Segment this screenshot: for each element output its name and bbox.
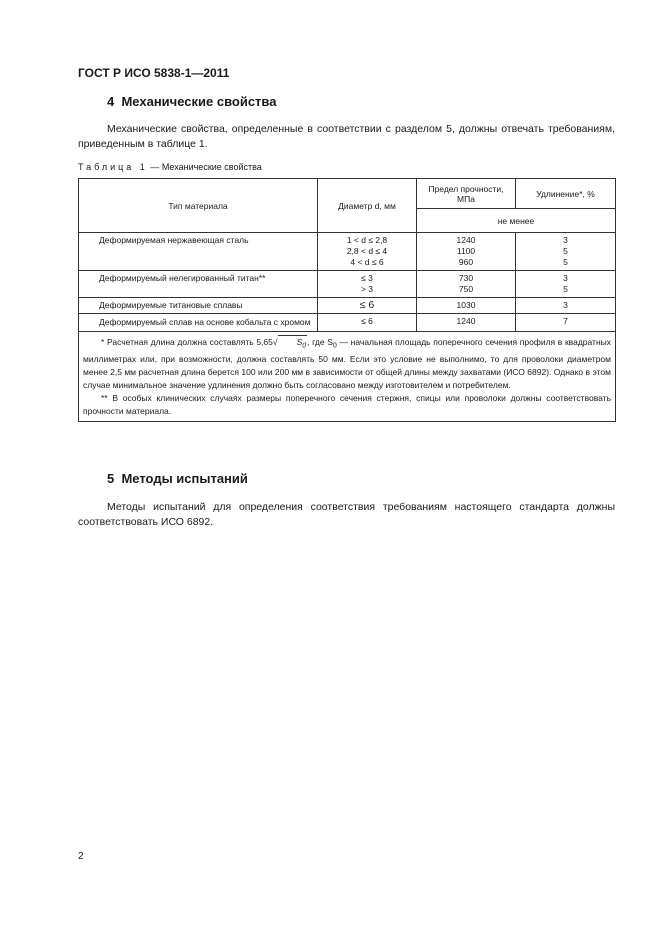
row-3-diameter: ≤ 6 [318,298,417,314]
area-symbol: S [296,337,303,347]
row-3-elongation: 3 [516,298,616,314]
row-3-type: Деформируемые титановые сплавы [79,298,318,314]
row-4-strength: 1240 [417,314,516,332]
footnote-1-rest: — начальная площадь поперечного сечения профиля в квадратных миллиметрах или, при возможности, должна составлять 50 мм. Если это условие не выполнимо, то для проволоки диаметром менее 2,5 мм расчетная длина берется 100 или 200 мм в зависимости от общей длины между захватами (ИСО 6892). Однако в этом случае минимальное значение удлинения должно быть согласовано между изготовителем и потребителем. [83,337,612,390]
diameter-value: 1 < d ≤ 2,8 [346,235,388,245]
strength-value: 730 [458,273,474,283]
table-row [79,233,616,271]
footnote-2: ** В особых клинических случаях размеры поперечного сечения стержня, спицы или проволоки должны соответствовать прочности материала. [83,392,611,416]
elongation-value: 3 [563,235,568,245]
row-1-strength [417,233,516,271]
diameter-value: > 3 [360,284,374,294]
table-row [79,271,616,298]
footnote-1-text: * Расчетная длина должна составлять 5,65 [101,337,273,347]
footnote-1-where: , где S [307,337,333,347]
table-caption [78,162,262,172]
diameter-value: 2,8 < d ≤ 4 [346,246,388,256]
table-notes [79,332,616,422]
row-4-diameter: ≤ 6 [318,314,417,332]
row-3-strength: 1030 [417,298,516,314]
header-diameter: Диаметр d, мм [318,179,417,233]
footnote-1 [83,335,611,392]
row-1-diameter [318,233,417,271]
table-row [79,298,616,314]
row-4-type: Деформируемый сплав на основе кобальта с хромом [79,314,318,332]
table-caption-title: Механические свойства [161,162,262,172]
row-2-strength [417,271,516,298]
page-number: 2 [78,851,84,862]
sqrt-expression [278,335,308,353]
row-1-elongation [516,233,616,271]
header-elongation: Удлинение*, % [516,179,616,209]
elongation-value: 5 [563,246,568,256]
section-5-paragraph: Методы испытаний для определения соответствия требованиям настоящего стандарта должны соответствовать ИСО 6892. [78,501,615,528]
strength-value: 750 [458,284,474,294]
elongation-value: 3 [563,273,568,283]
strength-value: 1100 [456,246,476,256]
row-1-type: Деформируемая нержавеющая сталь [79,233,318,271]
table-notes-row [79,332,616,422]
strength-value: 960 [458,257,474,267]
section-5-title: Методы испытаний [121,471,248,486]
strength-value: 1240 [456,235,476,245]
section-4-number: 4 [107,94,115,109]
section-4-title: Механические свойства [121,94,277,109]
sqrt-symbol: √ [272,337,278,347]
row-4-elongation: 7 [516,314,616,332]
document-code: ГОСТ Р ИСО 5838-1—2011 [78,66,230,80]
area-subscript: 0 [332,341,337,350]
section-5-number: 5 [107,471,115,486]
header-min-note: не менее [417,209,616,233]
row-2-diameter [318,271,417,298]
section-4-heading [107,94,276,109]
row-2-type: Деформируемый нелегированный титан** [79,271,318,298]
mechanical-properties-table [78,178,616,422]
row-2-elongation [516,271,616,298]
diameter-value: 4 < d ≤ 6 [350,257,384,267]
elongation-value: 5 [563,257,568,267]
table-caption-dash: — [147,162,162,172]
elongation-value: 5 [563,284,568,294]
header-material-type: Тип материала [79,179,318,233]
header-strength: Предел прочности, МПа [417,179,516,209]
area-subscript: 0 [302,341,307,350]
table-caption-prefix: Таблица 1 [78,162,148,172]
section-5-heading [107,471,248,486]
diameter-value: ≤ 3 [361,273,373,283]
table-row [79,314,616,332]
section-4-paragraph: Механические свойства, определенные в соответствии с разделом 5, должны отвечать требованиям, приведенным в таблице 1. [78,123,615,150]
